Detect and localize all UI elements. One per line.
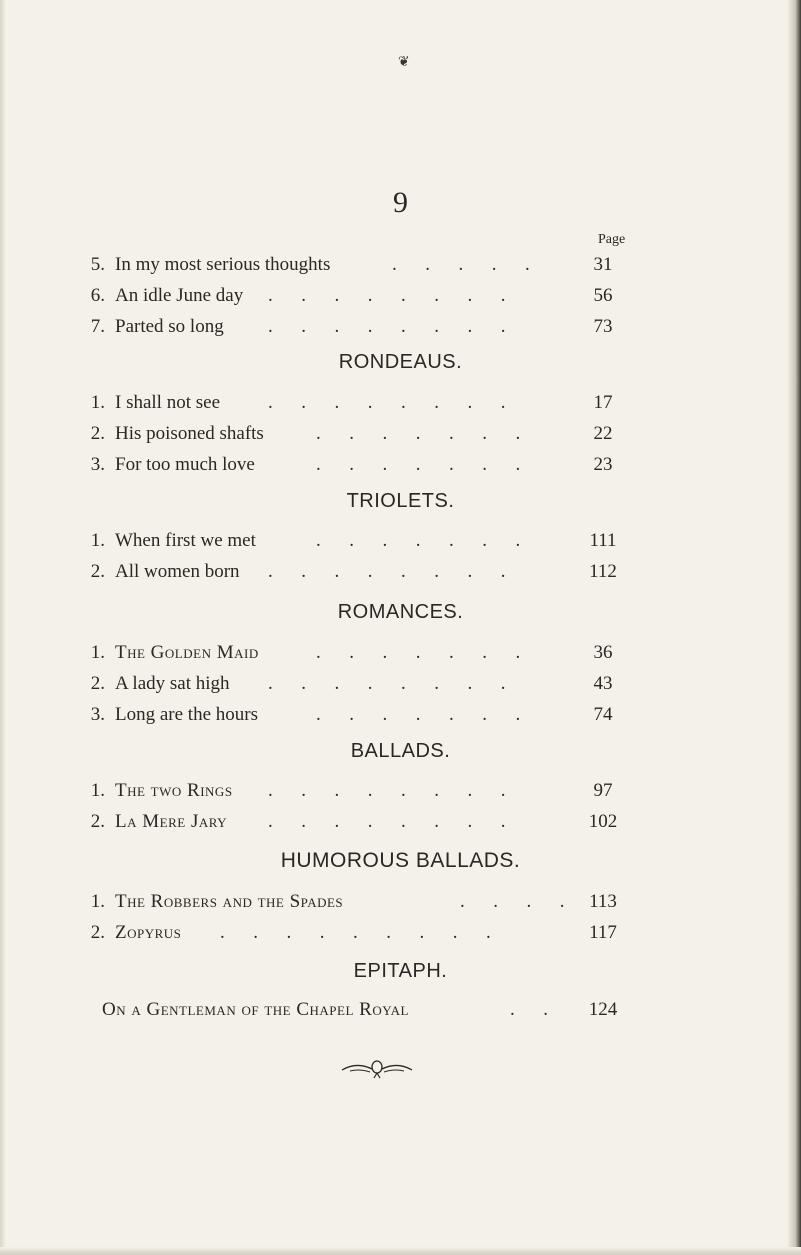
entry-page: 113 xyxy=(589,891,617,912)
dot-leader: . . xyxy=(510,999,548,1020)
ink-fleck: ❦ xyxy=(398,55,410,70)
entry-number: 1. xyxy=(90,392,105,413)
entry-number: 2. xyxy=(90,673,105,694)
entry-number: 3. xyxy=(90,454,105,475)
entry-page: 111 xyxy=(589,530,617,551)
dot-leader: . . . . . . . xyxy=(316,642,521,663)
entry-title: The Robbers and the Spades xyxy=(115,891,344,912)
toc-entry xyxy=(0,423,801,453)
entry-page: 102 xyxy=(588,811,618,832)
entry-title: The two Rings xyxy=(115,780,233,801)
toc-entry xyxy=(0,454,801,484)
toc-entry xyxy=(0,891,801,921)
page-edge-bottom xyxy=(0,1247,801,1255)
entry-title: His poisoned shafts xyxy=(115,423,264,444)
entry-title: For too much love xyxy=(115,454,255,475)
entry-title: Long are the hours xyxy=(115,704,258,725)
entry-page: 117 xyxy=(589,922,617,943)
entry-number: 7. xyxy=(90,316,105,337)
dot-leader: . . . . . . . xyxy=(316,530,521,551)
dot-leader: . . . . . . . . xyxy=(268,780,506,801)
entry-title: An idle June day xyxy=(115,285,244,306)
dot-leader: . . . . . . . . . xyxy=(220,922,491,943)
entry-number: 1. xyxy=(90,891,105,912)
section-heading: HUMOROUS BALLADS. xyxy=(280,849,521,872)
toc-entry xyxy=(0,530,801,560)
dot-leader: . . . . . . . . xyxy=(268,561,506,582)
entry-title: Parted so long xyxy=(115,316,224,337)
entry-number: 2. xyxy=(90,423,105,444)
toc-entry xyxy=(0,285,801,315)
entry-number: 2. xyxy=(90,922,105,943)
ornament-icon xyxy=(340,1057,414,1079)
section-heading: BALLADS. xyxy=(350,740,451,762)
page-number: 9 xyxy=(393,186,408,219)
toc-entry xyxy=(0,922,801,952)
page-column-header: Page xyxy=(598,232,626,247)
toc-entry xyxy=(0,811,801,841)
entry-page: 22 xyxy=(593,423,613,444)
section-heading: ROMANCES. xyxy=(337,601,464,623)
entry-title: In my most serious thoughts xyxy=(115,254,331,275)
entry-title: On a Gentleman of the Chapel Royal xyxy=(102,999,409,1020)
section-heading: TRIOLETS. xyxy=(346,490,455,512)
entry-number: 1. xyxy=(90,642,105,663)
entry-title: The Golden Maid xyxy=(115,642,259,663)
entry-page: 73 xyxy=(593,316,613,337)
entry-number: 1. xyxy=(90,780,105,801)
toc-entry xyxy=(0,561,801,591)
toc-entry xyxy=(0,642,801,672)
entry-page: 56 xyxy=(593,285,613,306)
toc-entry xyxy=(0,999,801,1029)
entry-page: 23 xyxy=(593,454,613,475)
dot-leader: . . . . . . . . xyxy=(268,811,506,832)
entry-title: Zopyrus xyxy=(115,922,182,943)
entry-page: 31 xyxy=(593,254,613,275)
dot-leader: . . . . . . . . xyxy=(268,673,506,694)
section-heading: EPITAPH. xyxy=(353,960,448,982)
entry-title: I shall not see xyxy=(115,392,221,413)
entry-number: 3. xyxy=(90,704,105,725)
dot-leader: . . . . xyxy=(460,891,565,912)
entry-number: 2. xyxy=(90,811,105,832)
dot-leader: . . . . . . . . xyxy=(268,316,506,337)
entry-number: 6. xyxy=(90,285,105,306)
entry-title: La Mere Jary xyxy=(115,811,228,832)
dot-leader: . . . . . xyxy=(392,254,530,275)
dot-leader: . . . . . . . xyxy=(316,423,521,444)
entry-page: 17 xyxy=(593,392,613,413)
entry-page: 97 xyxy=(593,780,613,801)
entry-title: A lady sat high xyxy=(115,673,230,694)
toc-entry xyxy=(0,316,801,346)
toc-entry xyxy=(0,673,801,703)
toc-entry xyxy=(0,392,801,422)
dot-leader: . . . . . . . . xyxy=(268,392,506,413)
toc-entry xyxy=(0,780,801,810)
toc-entry xyxy=(0,704,801,734)
section-heading: RONDEAUS. xyxy=(338,351,463,373)
entry-title: When first we met xyxy=(115,530,256,551)
entry-number: 5. xyxy=(90,254,105,275)
entry-page: 74 xyxy=(593,704,613,725)
dot-leader: . . . . . . . . xyxy=(268,285,506,306)
dot-leader: . . . . . . . xyxy=(316,704,521,725)
entry-page: 36 xyxy=(593,642,613,663)
entry-title: All women born xyxy=(115,561,240,582)
entry-page: 112 xyxy=(589,561,617,582)
dot-leader: . . . . . . . xyxy=(316,454,521,475)
toc-entry xyxy=(0,254,801,284)
entry-page: 43 xyxy=(593,673,613,694)
entry-page: 124 xyxy=(588,999,618,1020)
entry-number: 2. xyxy=(90,561,105,582)
entry-number: 1. xyxy=(90,530,105,551)
